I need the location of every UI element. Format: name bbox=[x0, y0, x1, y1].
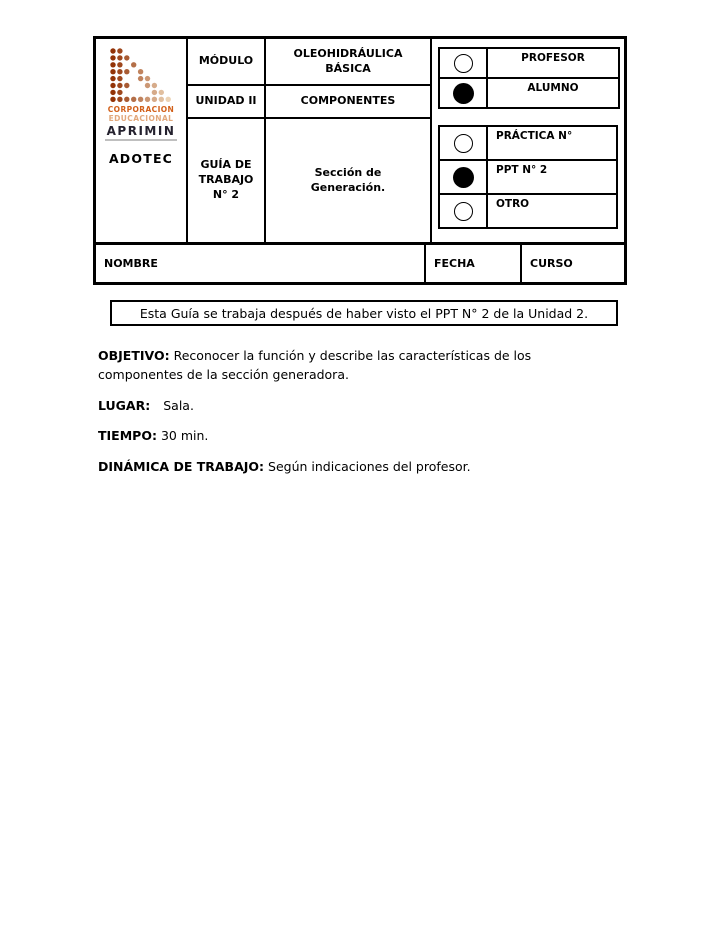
role-check-block bbox=[438, 47, 620, 109]
lugar-label: LUGAR: bbox=[98, 397, 151, 413]
section-objetivo bbox=[98, 347, 612, 385]
practica-circle-cell bbox=[440, 127, 488, 159]
dinamica-label: DINÁMICA DE TRABAJO: bbox=[98, 459, 265, 474]
section-tiempo bbox=[98, 427, 612, 446]
modulo-label: MÓDULO bbox=[188, 39, 266, 84]
dinamica-text: Según indicaciones del profesor. bbox=[268, 459, 471, 474]
practica-label: PRÁCTICA N° bbox=[496, 130, 573, 142]
profesor-check-circle-icon bbox=[454, 54, 473, 73]
unidad-label: UNIDAD II bbox=[188, 86, 266, 117]
curso-field: CURSO bbox=[520, 245, 624, 282]
logo-adotec-text: ADOTEC bbox=[108, 151, 174, 166]
table-row-modulo bbox=[188, 39, 430, 86]
otro-check-circle-icon bbox=[454, 202, 473, 221]
ppt-check-circle-icon bbox=[453, 167, 474, 188]
tiempo-label: TIEMPO: bbox=[98, 428, 157, 444]
otro-circle-cell bbox=[440, 195, 488, 227]
guia-value-text: Sección de Generación. bbox=[310, 165, 386, 194]
logo-aprimin-text: APRIMIN bbox=[105, 124, 178, 141]
header-table-main bbox=[96, 39, 624, 242]
check-row-ppt bbox=[440, 159, 616, 193]
ppt-circle-cell bbox=[440, 161, 488, 193]
nombre-field: NOMBRE bbox=[104, 257, 158, 270]
guia-value bbox=[266, 119, 430, 242]
check-row-profesor bbox=[440, 49, 618, 77]
modulo-value: OLEOHIDRÁULICA BÁSICA bbox=[293, 46, 403, 75]
check-row-alumno bbox=[440, 77, 618, 107]
ppt-label: PPT N° 2 bbox=[496, 164, 548, 176]
profesor-label: PROFESOR bbox=[521, 52, 585, 64]
header-table-mid bbox=[188, 39, 430, 242]
header-table-footer bbox=[96, 242, 624, 282]
logo-cell bbox=[96, 39, 188, 242]
lugar-text: Sala. bbox=[163, 397, 194, 413]
unidad-value: COMPONENTES bbox=[300, 94, 396, 108]
table-row-unidad bbox=[188, 86, 430, 119]
otro-label: OTRO bbox=[496, 198, 530, 210]
tiempo-text: 30 min. bbox=[160, 428, 209, 444]
alumno-circle-cell bbox=[440, 79, 488, 107]
section-lugar bbox=[98, 397, 612, 416]
check-column bbox=[430, 39, 624, 242]
logo-educacional-text: EDUCACIONAL bbox=[108, 114, 174, 123]
objetivo-label: OBJETIVO: bbox=[98, 348, 170, 363]
notice-box bbox=[110, 300, 618, 326]
check-row-practica bbox=[440, 127, 616, 159]
objetivo-text: Reconocer la función y describe las características de los componentes de la sección generadora. bbox=[98, 348, 532, 382]
check-row-otro bbox=[440, 193, 616, 227]
notice-text: Esta Guía se trabaja después de haber visto el PPT N° 2 de la Unidad 2. bbox=[139, 305, 589, 321]
alumno-check-circle-icon bbox=[453, 83, 474, 104]
header-table bbox=[93, 36, 627, 285]
profesor-circle-cell bbox=[440, 49, 488, 77]
logo-corporacion-text: CORPORACION bbox=[107, 105, 175, 114]
fecha-field: FECHA bbox=[424, 245, 520, 282]
section-dinamica bbox=[98, 458, 612, 477]
aprimin-logo-icon bbox=[109, 47, 173, 103]
table-row-guia bbox=[188, 119, 430, 242]
practica-check-circle-icon bbox=[454, 134, 473, 153]
guia-label: GUÍA DE TRABAJO N° 2 bbox=[188, 119, 266, 242]
type-check-block bbox=[438, 125, 618, 229]
body-text bbox=[98, 347, 612, 489]
alumno-label: ALUMNO bbox=[527, 82, 579, 94]
